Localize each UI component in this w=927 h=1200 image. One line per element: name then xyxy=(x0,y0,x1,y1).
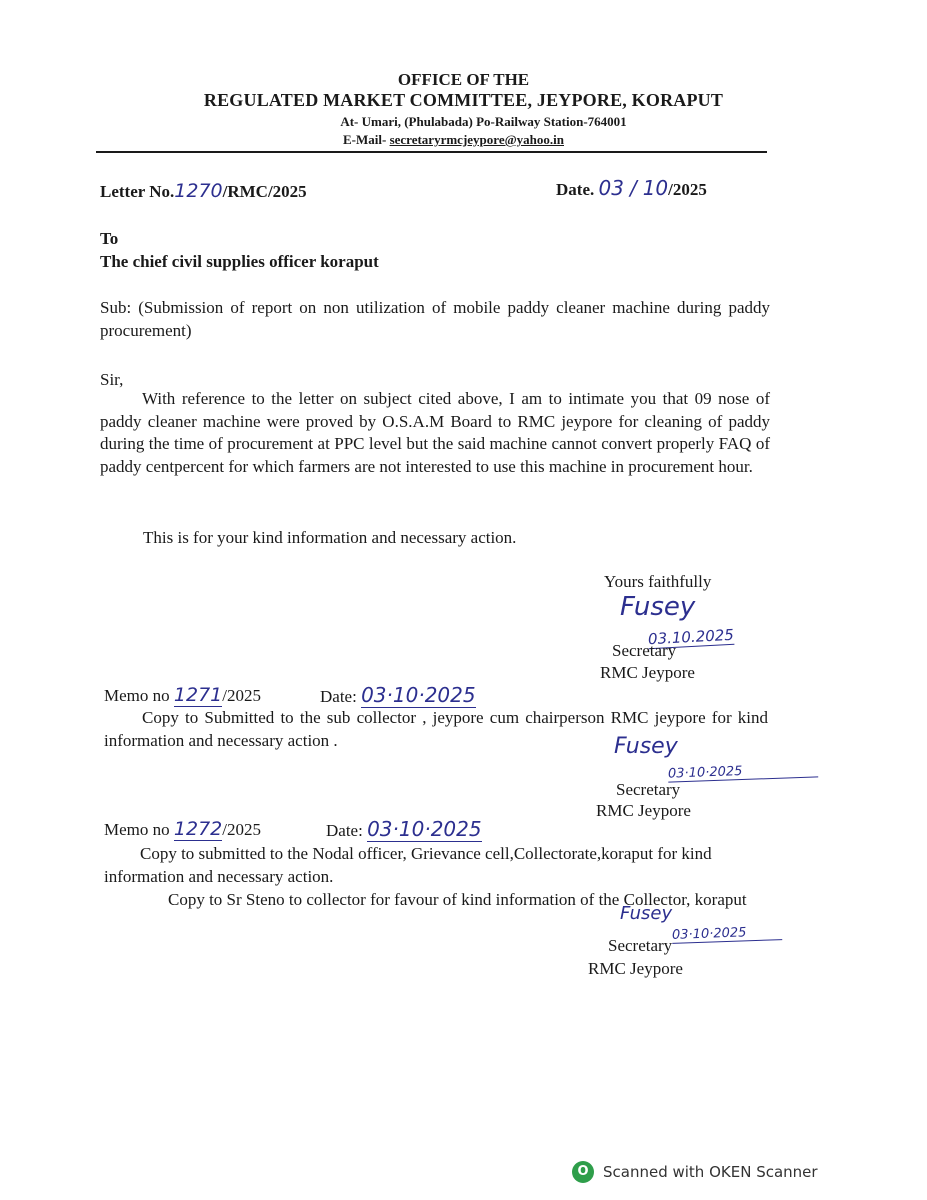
memo1-designation: Secretary xyxy=(616,780,681,799)
closing-designation: Secretary xyxy=(612,641,677,660)
yours-faithfully: Yours faithfully xyxy=(604,572,712,591)
memo1-signature: Fusey xyxy=(614,734,678,759)
memo1-number-handwritten: 1271 xyxy=(173,684,223,706)
subject-line: Sub: (Submission of report on non utilization of mobile paddy cleaner machine during paddy procurement) xyxy=(100,298,770,340)
letter-no-handwritten: 1270 xyxy=(174,180,223,202)
salutation: Sir, xyxy=(100,370,124,389)
memo1-label: Memo no xyxy=(104,686,174,705)
memo2-label: Memo no xyxy=(104,820,174,839)
to-label: To xyxy=(100,229,119,248)
letter-date-day: 03 xyxy=(598,176,624,200)
memo1-date-label: Date: xyxy=(320,687,362,706)
recipient-name: The chief civil supplies officer koraput xyxy=(100,252,379,271)
scanner-watermark: Scanned with OKEN Scanner xyxy=(603,1163,818,1181)
closing-signature: Fusey xyxy=(620,592,696,622)
memo1-office: RMC Jeypore xyxy=(596,801,691,820)
letter-date-year: /2025 xyxy=(668,180,707,199)
memo2-number xyxy=(104,818,261,841)
memo2-date xyxy=(326,818,482,842)
letter-date-month: 10 xyxy=(642,176,669,200)
letter-date xyxy=(556,176,707,200)
memo1-date xyxy=(320,684,476,708)
memo2-number-handwritten: 1272 xyxy=(173,818,223,840)
closing-signature-date: 03.10.2025 xyxy=(647,625,735,649)
header-divider xyxy=(96,151,767,153)
letter-no-suffix: /RMC/2025 xyxy=(222,182,307,201)
memo2-date-label: Date: xyxy=(326,821,368,840)
scanner-logo-icon: O xyxy=(572,1161,594,1183)
office-address: At- Umari, (Phulabada) Po-Railway Station-764001 xyxy=(340,114,627,129)
memo1-suffix: /2025 xyxy=(222,686,261,705)
memo2-office: RMC Jeypore xyxy=(588,959,683,978)
email-link[interactable]: secretaryrmcjeypore@yahoo.in xyxy=(389,132,564,147)
memo2-text-1: Copy to submitted to the Nodal officer, Grievance cell,Collectorate,koraput for kind information and necessary action. xyxy=(104,844,712,886)
memo1-signature-date: 03·10·2025 xyxy=(668,761,818,782)
memo1-number xyxy=(104,684,261,707)
memo2-text-2: Copy to Sr Steno to collector for favour of kind information of the Collector, koraput xyxy=(168,890,747,909)
memo1-date-handwritten: 03·10·2025 xyxy=(361,683,476,707)
body-paragraph-1: With reference to the letter on subject cited above, I am to intimate you that 09 nose of paddy cleaner machine were proved by O.S.A.M Board to RMC jeypore for cleaning of paddy during the time of procurement at PPC level but the said machine cannot convert properly FAQ of paddy centpercent for which farmers are not interested to use this machine in procurement hour. xyxy=(100,389,770,476)
letter-number xyxy=(100,180,307,202)
memo1-text: Copy to Submitted to the sub collector , jeypore cum chairperson RMC jeypore for kind information and necessary action . xyxy=(104,708,768,750)
letter-date-sep: / xyxy=(629,176,637,200)
office-email-line xyxy=(0,132,917,148)
closing-office: RMC Jeypore xyxy=(600,663,695,682)
memo2-suffix: /2025 xyxy=(222,820,261,839)
memo2-designation: Secretary xyxy=(608,936,673,955)
memo2-signature: Fusey xyxy=(620,903,673,924)
letter-no-prefix: Letter No. xyxy=(100,182,175,201)
letter-date-label: Date. xyxy=(556,180,595,199)
memo2-signature-date: 03·10·2025 xyxy=(672,924,782,944)
office-heading: OFFICE OF THE xyxy=(397,70,530,89)
body-paragraph-2: This is for your kind information and necessary action. xyxy=(143,528,517,547)
committee-name: REGULATED MARKET COMMITTEE, JEYPORE, KORAPUT xyxy=(203,90,724,110)
email-label: E-Mail- xyxy=(343,132,390,147)
memo2-date-handwritten: 03·10·2025 xyxy=(367,817,482,841)
